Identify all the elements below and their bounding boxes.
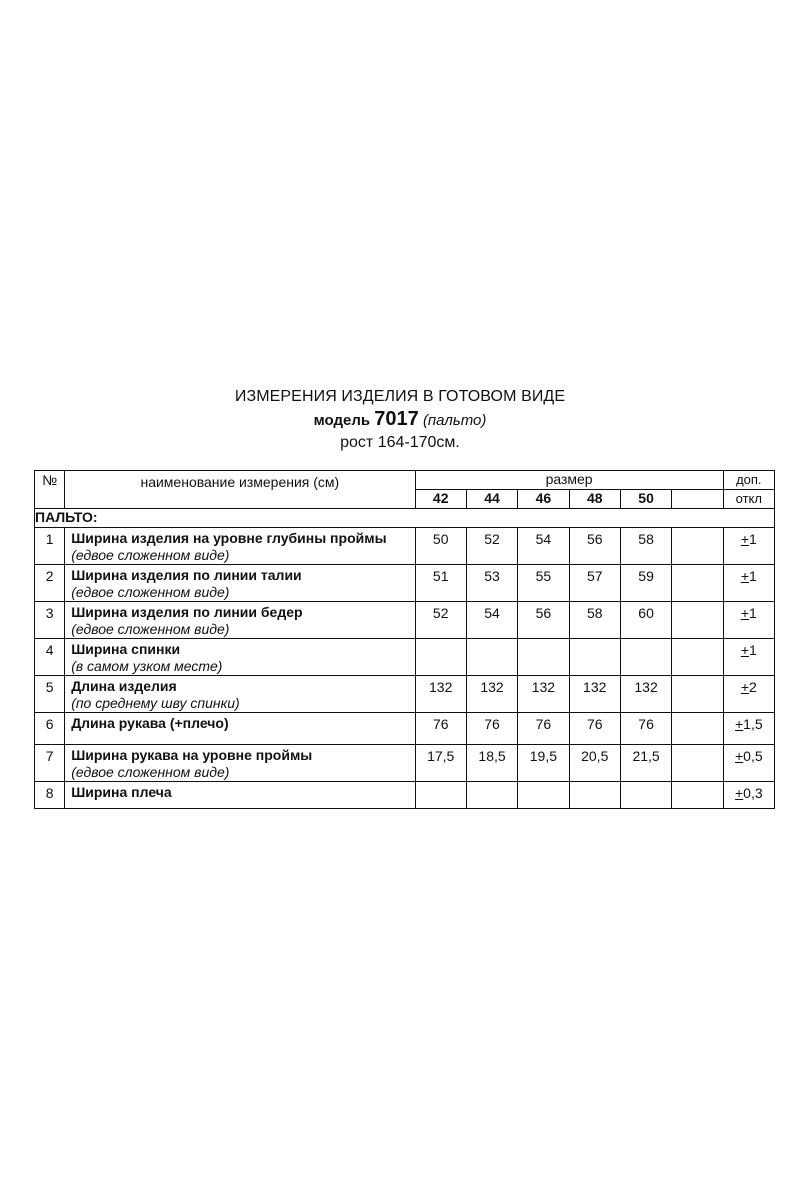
measurement-value: 58 <box>569 602 620 639</box>
measurement-name: Ширина рукава на уровне проймы <box>71 747 313 763</box>
size-cell: 42 <box>415 490 466 509</box>
tolerance-value: 1 <box>749 531 757 547</box>
tolerance-value: 0,5 <box>743 748 763 764</box>
table-row <box>35 745 775 782</box>
measurement-value: 19,5 <box>518 745 569 782</box>
size-cell: 48 <box>569 490 620 509</box>
model-type: (пальто) <box>422 412 487 429</box>
tolerance-value: 1 <box>749 605 757 621</box>
row-number: 2 <box>35 565 65 602</box>
model-label: модель <box>313 412 371 429</box>
measurement-value: 132 <box>569 676 620 713</box>
measurement-value <box>672 528 723 565</box>
tolerance-cell <box>723 782 774 809</box>
measurement-value <box>466 639 517 676</box>
measurement-value: 132 <box>415 676 466 713</box>
measurement-name: Ширина спинки <box>71 641 181 657</box>
measurement-value <box>569 782 620 809</box>
measurement-value: 132 <box>466 676 517 713</box>
tolerance-sign: + <box>740 531 749 547</box>
size-cell <box>672 490 723 509</box>
measurement-name: Длина изделия <box>71 678 177 694</box>
tolerance-sign: + <box>740 568 749 584</box>
measurement-note: (едвое сложенном виде) <box>71 584 230 600</box>
row-number: 8 <box>35 782 65 809</box>
measurement-name-cell <box>65 639 415 676</box>
measurement-name-cell <box>65 676 415 713</box>
tolerance-sign: + <box>734 716 744 732</box>
document-title: ИЗМЕРЕНИЯ ИЗДЕЛИЯ В ГОТОВОМ ВИДЕ <box>234 388 566 405</box>
measurement-value: 76 <box>415 713 466 745</box>
measurement-value <box>518 639 569 676</box>
measurement-name-cell <box>65 782 415 809</box>
tolerance-sign: + <box>740 679 749 695</box>
measurement-value <box>672 565 723 602</box>
measurement-name: Ширина плеча <box>71 784 172 800</box>
measurement-value: 76 <box>518 713 569 745</box>
tolerance-sign: + <box>740 642 749 658</box>
measurement-name: Ширина изделия на уровне глубины проймы <box>71 530 387 546</box>
measurement-value <box>518 782 569 809</box>
header-number: № <box>35 471 65 509</box>
measurement-value <box>672 713 723 745</box>
table-row <box>35 528 775 565</box>
tolerance-cell <box>723 528 774 565</box>
measurement-value: 17,5 <box>415 745 466 782</box>
measurement-value: 20,5 <box>569 745 620 782</box>
measurement-value: 76 <box>620 713 671 745</box>
measurement-value: 132 <box>518 676 569 713</box>
measurement-value: 21,5 <box>620 745 671 782</box>
measurement-name-cell <box>65 713 415 745</box>
measurement-value: 56 <box>518 602 569 639</box>
measurement-value: 54 <box>518 528 569 565</box>
measurement-name-cell <box>65 565 415 602</box>
measurement-value: 53 <box>466 565 517 602</box>
tolerance-cell <box>723 713 774 745</box>
tolerance-cell <box>723 745 774 782</box>
header-tolerance-line1: доп. <box>723 471 774 490</box>
measurement-name: Ширина изделия по линии талии <box>71 567 302 583</box>
measurement-value <box>415 639 466 676</box>
measurement-value <box>620 639 671 676</box>
section-row <box>35 509 775 528</box>
measurement-name-cell <box>65 528 415 565</box>
tolerance-value: 2 <box>749 679 757 695</box>
measurement-value <box>672 782 723 809</box>
measurement-value <box>672 676 723 713</box>
measurement-value: 58 <box>620 528 671 565</box>
tolerance-value: 0,3 <box>743 785 763 801</box>
tolerance-cell <box>723 639 774 676</box>
tolerance-sign: + <box>734 785 744 801</box>
measurement-name: Ширина изделия по линии бедер <box>71 604 303 620</box>
tolerance-value: 1,5 <box>743 716 763 732</box>
measurement-value <box>672 602 723 639</box>
size-cell: 46 <box>518 490 569 509</box>
height-range: рост 164-170см. <box>340 434 460 451</box>
measurement-note: (едвое сложенном виде) <box>71 621 230 637</box>
row-number: 6 <box>35 713 65 745</box>
measurement-note: (едвое сложенном виде) <box>71 547 230 563</box>
size-cell: 44 <box>466 490 517 509</box>
tolerance-cell <box>723 676 774 713</box>
measurement-value <box>620 782 671 809</box>
tolerance-value: 1 <box>749 568 757 584</box>
section-title: ПАЛЬТО: <box>35 509 775 528</box>
measurement-value <box>672 745 723 782</box>
header-measurement-name: наименование измерения (см) <box>65 471 415 509</box>
measurement-value: 54 <box>466 602 517 639</box>
measurement-note: (едвое сложенном виде) <box>71 764 230 780</box>
measurement-value: 60 <box>620 602 671 639</box>
table-row <box>35 602 775 639</box>
model-line <box>0 408 800 432</box>
size-cell: 50 <box>620 490 671 509</box>
row-number: 3 <box>35 602 65 639</box>
tolerance-cell <box>723 602 774 639</box>
header-tolerance-line2: откл <box>723 490 774 509</box>
measurement-value: 50 <box>415 528 466 565</box>
measurement-value: 57 <box>569 565 620 602</box>
tolerance-sign: + <box>740 605 749 621</box>
measurement-value: 59 <box>620 565 671 602</box>
measurement-value <box>672 639 723 676</box>
model-number: 7017 <box>374 408 419 430</box>
row-number: 4 <box>35 639 65 676</box>
document-header <box>0 386 800 454</box>
table-row <box>35 676 775 713</box>
table-row <box>35 782 775 809</box>
measurement-value: 56 <box>569 528 620 565</box>
tolerance-cell <box>723 565 774 602</box>
measurement-name-cell <box>65 602 415 639</box>
measurement-value: 76 <box>466 713 517 745</box>
measurements-table <box>34 470 775 809</box>
table-row <box>35 639 775 676</box>
tolerance-sign: + <box>734 748 744 764</box>
measurement-value <box>415 782 466 809</box>
row-number: 5 <box>35 676 65 713</box>
measurement-value: 76 <box>569 713 620 745</box>
measurement-note: (по среднему шву спинки) <box>71 695 240 711</box>
tolerance-value: 1 <box>749 642 757 658</box>
measurement-name: Длина рукава (+плечо) <box>71 715 229 731</box>
measurement-value <box>569 639 620 676</box>
row-number: 7 <box>35 745 65 782</box>
table-header-row <box>35 471 775 490</box>
measurement-note: (в самом узком месте) <box>71 658 223 674</box>
measurement-value: 18,5 <box>466 745 517 782</box>
header-size: размер <box>415 471 723 490</box>
measurement-value: 52 <box>415 602 466 639</box>
measurement-value: 55 <box>518 565 569 602</box>
measurement-value: 51 <box>415 565 466 602</box>
table-row <box>35 713 775 745</box>
measurement-value: 52 <box>466 528 517 565</box>
measurement-value: 132 <box>620 676 671 713</box>
table-row <box>35 565 775 602</box>
measurement-value <box>466 782 517 809</box>
measurement-name-cell <box>65 745 415 782</box>
row-number: 1 <box>35 528 65 565</box>
